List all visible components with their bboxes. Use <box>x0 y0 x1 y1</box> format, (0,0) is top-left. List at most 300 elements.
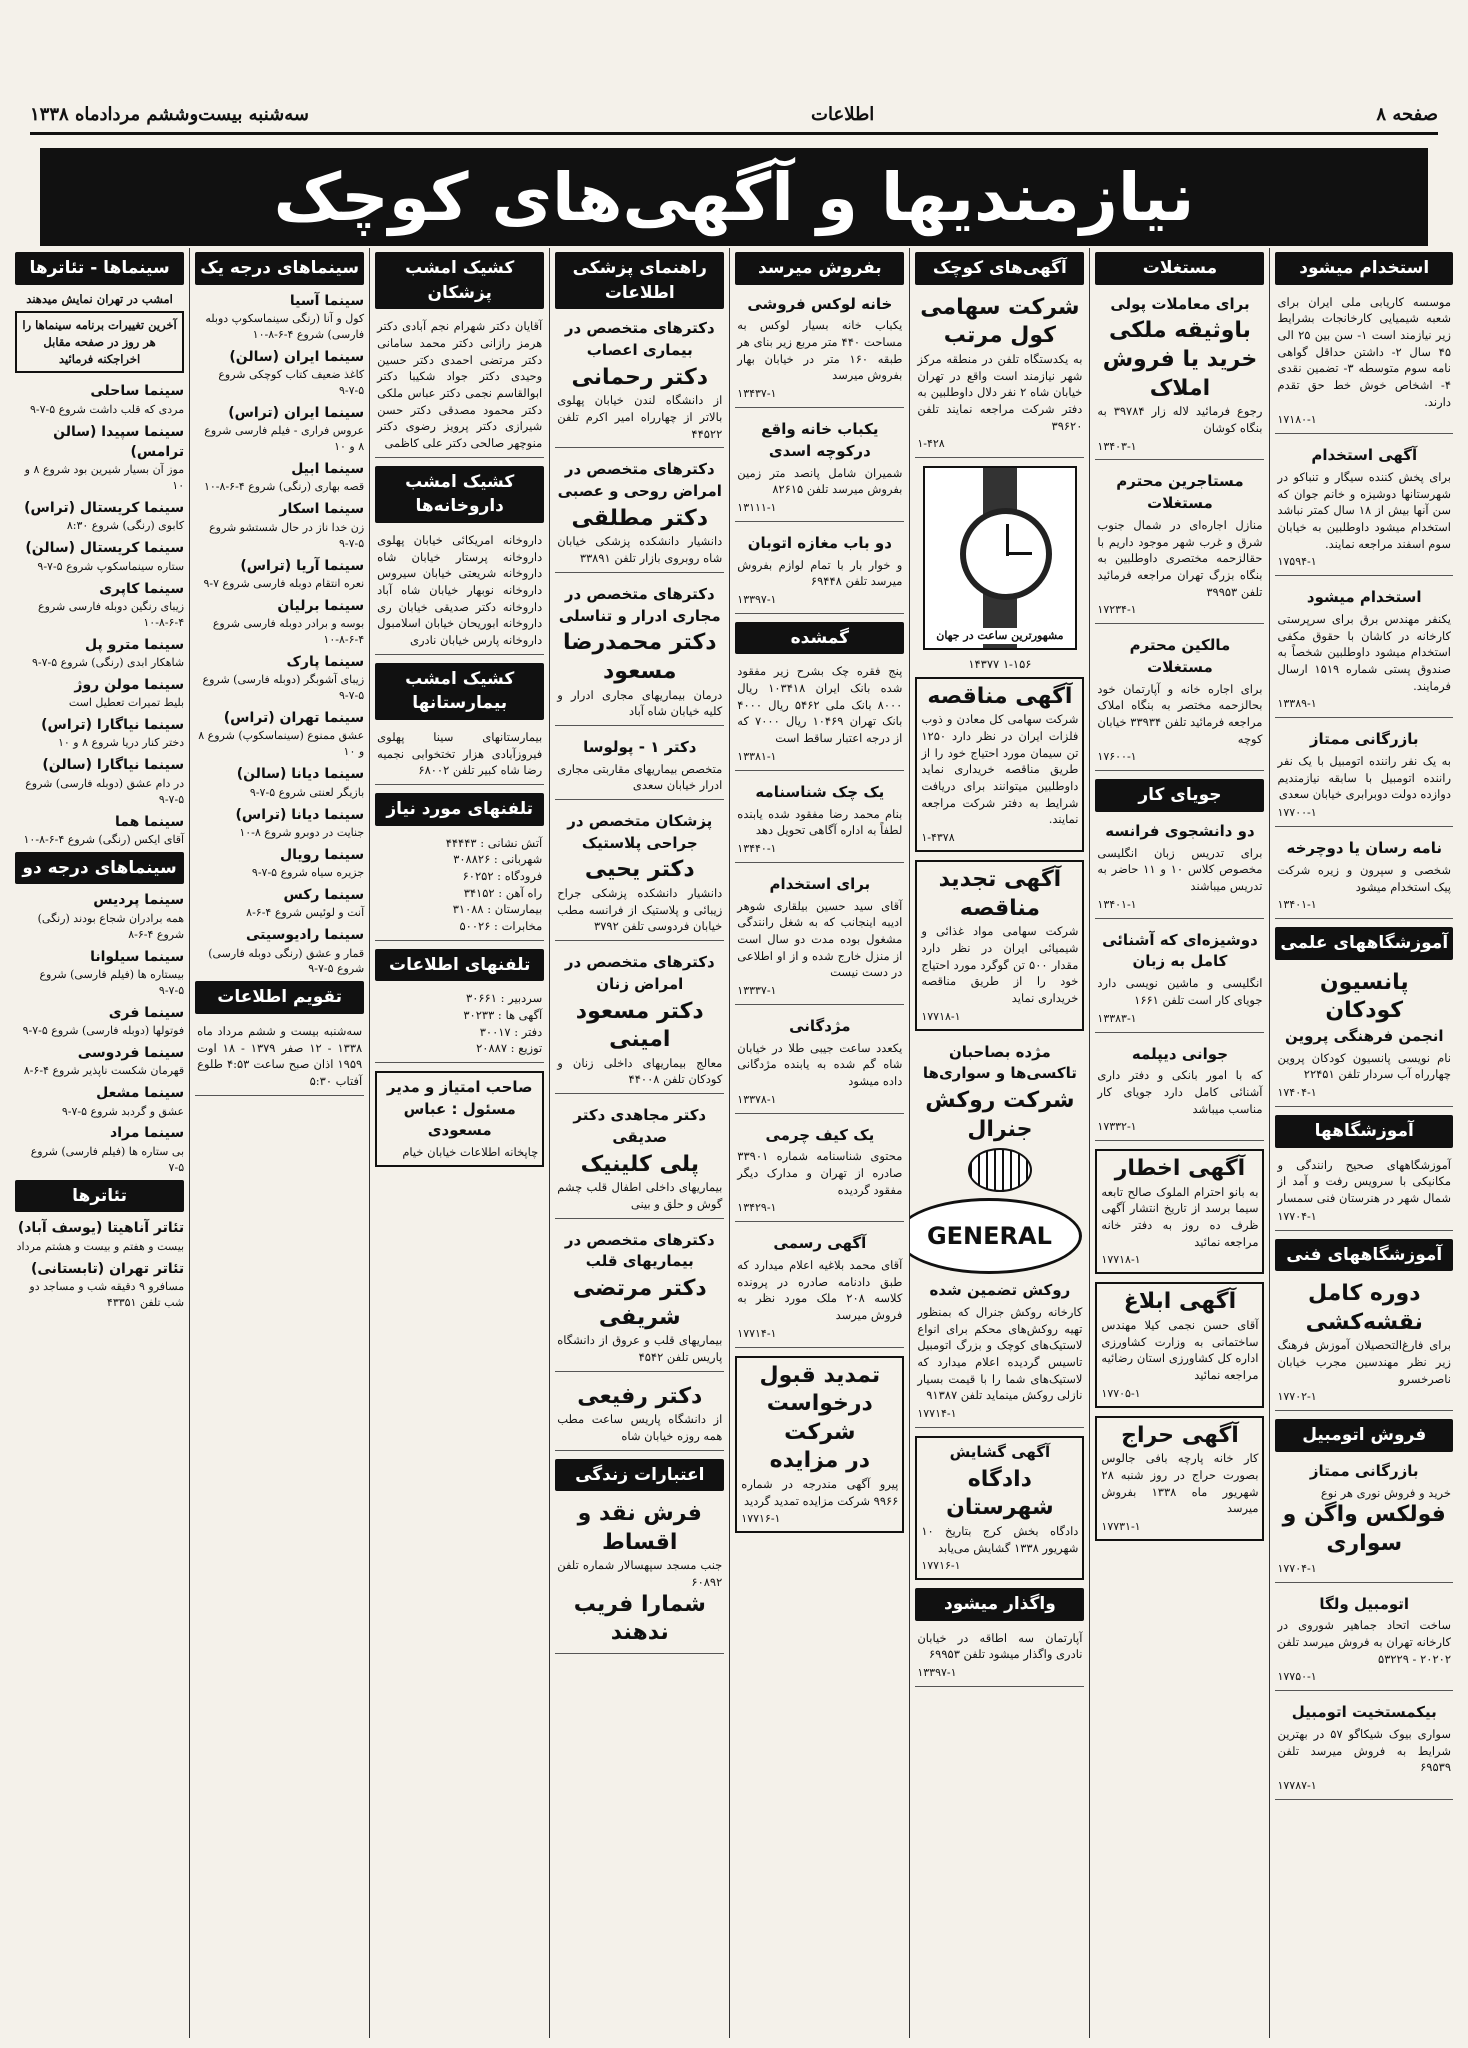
notice-ad <box>915 677 1084 852</box>
cinema-program: بازیگر لعنتی شروع ۵-۷-۹ <box>249 785 365 799</box>
ad-title: دوره کامل نقشه‌کشی <box>1305 1281 1423 1335</box>
ad-body: محتوی شناسنامه شماره ۳۳۹۰۱ صادره از تهران و مدارک دیگر مفقود گردیده <box>737 1149 903 1197</box>
phone-label: آتش نشانی <box>487 835 543 850</box>
doctor-listing <box>555 734 724 800</box>
cinema-listing <box>15 579 184 631</box>
notice-ad <box>1095 1416 1264 1541</box>
section-heading: جویای کار <box>1095 779 1264 812</box>
notice-ad <box>1095 1149 1264 1274</box>
doctor-info: بیماریهای قلب و عروق از دانشگاه پاریس تلفن ۴۵۴۲ <box>557 1333 723 1364</box>
phone-number: ۳۱۰۸۸ <box>452 902 484 917</box>
phone-label: مخابرات <box>501 918 543 933</box>
section-heading: آموزشگاهها <box>1275 1115 1453 1148</box>
phone-row: فرودگاه : ۶۰۲۵۲ <box>462 868 543 883</box>
classified-ad <box>1275 835 1453 919</box>
columns-container <box>10 248 1458 2038</box>
watch-hand <box>1006 552 1032 555</box>
cinema-listing <box>15 1123 184 1175</box>
classified-ad <box>735 1122 904 1223</box>
cinema-program: بلیط تمیرات تعطیل است <box>68 696 185 710</box>
notice-ad <box>915 1436 1084 1580</box>
cinema-program: فوتولها (دوبله فارسی) شروع ۵-۷-۹ <box>22 1024 185 1038</box>
ad-title: پانسیون کودکان <box>1319 969 1409 1024</box>
cinema-program: بی ستاره ها (فیلم فارسی) شروع ۵-۷ <box>30 1144 185 1174</box>
notice-body: دادگاه بخش کرج بتاریخ ۱۰ شهریور ۱۳۳۸ گشایش می‌یابد <box>921 1523 1079 1555</box>
cinema-program: عروس فراری - فیلم فارسی شروع ۸ و ۱۰ <box>204 424 365 454</box>
cinema-program: قمار و عشق (رنگی دوبله فارسی) شروع ۵-۷-۹ <box>208 946 365 976</box>
page-number: صفحه ۸ <box>1376 103 1438 125</box>
ad-title: خانه لوکس فروشی <box>747 294 893 313</box>
ad-title: مالکین محترم مستغلات <box>1129 636 1231 676</box>
notice-ad <box>1095 1282 1264 1407</box>
ad-code: ۱۷۵۹۴-۱ <box>1277 555 1317 569</box>
page-header-bar <box>30 96 1438 135</box>
section-subtitle: امشب در تهران نمایش میدهند <box>26 291 173 306</box>
classified-ad <box>1095 632 1264 771</box>
ad-title: فرش نقد و اقساط <box>577 1501 702 1555</box>
column-for-sale <box>729 248 909 2038</box>
cinema-name: سینما پردیس <box>93 892 185 909</box>
section-heading: کشیک امشب بیمارستانها <box>375 663 544 720</box>
section-heading: تلفنهای مورد نیاز <box>375 793 544 826</box>
section-heading: تلفنهای اطلاعات <box>375 949 544 982</box>
cinema-listing <box>15 1083 184 1119</box>
doctor-info: از دانشگاه لندن خیابان پهلوی بالاتر از چهارراه امیر اکرم تلفن ۴۴۵۲۲ <box>557 393 723 441</box>
ad-code: ۱۷۷۱۶-۱ <box>921 1559 961 1573</box>
ad-body: کارخانه روکش جنرال که بمنظور تهیه روکش‌های محکم برای انواع لاستیک‌های کوچک و بزرگ اتومبیل تاسیس گردیده اعلام میدارد که لاستیک‌های شما را با قیمت بسیار نازلی روکش مینماید تلفن ۹۱۳۸۷ <box>917 1304 1083 1403</box>
cinema-program: کابوی (رنگی) شروع ۸:۳۰ <box>66 519 185 533</box>
ad-title: یکباب خانه واقع درکوچه اسدی <box>761 420 879 460</box>
cinema-listing <box>195 459 364 495</box>
section-heading: سینماهای درجه دو <box>15 852 184 885</box>
phone-row: آگهی ها : ۳۰۲۳۳ <box>463 1007 543 1022</box>
cinema-program: عشق و گردبد شروع ۵-۷-۹ <box>61 1104 185 1118</box>
ad-body: ساخت اتحاد جماهیر شوروی در کارخانه تهران به فروش میرسد تلفن ۲۰۲۰۲ - ۵۳۲۲۹ <box>1277 1618 1451 1666</box>
ad-body: یکباب خانه بسیار لوکس به مساحت ۴۴۰ متر مربع زیر بنای هر طبقه ۱۶۰ متر در خیابان بهار بفروش میرسد <box>737 318 903 383</box>
cinema-listing <box>195 708 364 760</box>
doctor-name: پلی کلینیک <box>580 1151 699 1177</box>
specialty: دکتر ۱ - پولوسا <box>583 737 697 756</box>
doctor-listing <box>555 315 724 448</box>
ad-title: آگهی استخدام <box>1311 446 1418 465</box>
ad-body: رجوع فرمائید لاله زار ۳۹۷۸۴ به بنگاه کوشان <box>1097 404 1263 435</box>
classified-ad <box>1275 1591 1453 1692</box>
phone-row: راه آهن : ۳۴۱۵۲ <box>463 885 543 900</box>
ad-code: ۱۳۱۱۱-۱ <box>737 500 777 514</box>
cinema-listing <box>15 1003 184 1039</box>
phone-number: ۳۰۶۶۱ <box>466 991 497 1006</box>
ad-body: آقای سید حسین بیلقاری شوهر ادیبه اینجانب که به شغل رانندگی مشغول بوده مدت دو سال است از منزل خارج شده و از او اطلاعی در دست نیست <box>737 898 903 980</box>
theater-listing <box>15 1218 184 1254</box>
section-heading: سینماها - تئاترها <box>15 252 184 285</box>
doctor-name: دکتر رحمانی <box>571 364 708 390</box>
ad-body: برای تدریس زبان انگلیسی مخصوص کلاس ۱۰ و ۱۱ حاضر به تدریس میباشند <box>1097 845 1263 894</box>
doctor-listing <box>555 808 724 941</box>
doctor-name: دکتر مسعود امینی <box>575 998 704 1053</box>
doctor-name: دکتر مرتضی شریفی <box>572 1276 707 1330</box>
cinema-listing <box>15 675 184 711</box>
calendar-text: سه‌شنبه بیست و ششم مرداد ماه ۱۳۳۸ - ۱۲ صفر ۱۳۷۹ - ۱۸ اوت ۱۹۵۹ اذان صبح ساعت ۴:۵۳ طلوع آفتاب ۵:۳۰ <box>197 1024 363 1089</box>
cinema-program: کاغذ ضعیف کتاب کوچکی شروع ۵-۷-۹ <box>218 368 365 398</box>
ad-highlight: باوثیقه ملکی خرید یا فروش املاک <box>1102 318 1258 401</box>
ad-body: نام نویسی پانسیون کودکان پروین چهارراه آب سردار تلفن ۲۲۴۵۱ <box>1277 1050 1451 1082</box>
on-call-pharmacies <box>375 529 544 655</box>
ad-title: بیکمستخیت اتومبیل <box>1291 1703 1437 1722</box>
cinema-listing <box>15 812 184 848</box>
cinema-program: جزیره سیاه شروع ۵-۷-۹ <box>251 866 365 880</box>
ad-body: یکعدد ساعت جیبی طلا در خیابان شاه گم شده به یابنده مژدگانی داده میشود <box>737 1040 903 1088</box>
cinema-program: قصه بهاری (رنگی) شروع ۴-۶-۸-۱۰ <box>203 480 365 494</box>
section-heading: آموزشگاههای علمی <box>1275 927 1453 960</box>
notice-body: آقای حسن نجمی کیلا مهندس ساختمانی به وزارت کشاورزی اداره کل کشاورزی استان رضائیه مراجعه نمائید <box>1101 1318 1259 1383</box>
cinema-name: سینما ایران (تراس) <box>228 404 365 421</box>
cinema-name: سینما فردوسی <box>77 1045 185 1061</box>
cinema-name: سینما پارک <box>286 653 365 670</box>
doctor-listing <box>555 456 724 572</box>
section-heading: کشیک امشب داروخانه‌ها <box>375 466 544 523</box>
cinema-name: سینما ایران (سالن) <box>229 348 365 365</box>
cinema-listing <box>195 403 364 455</box>
publisher-signature: صاحب امتیاز و مدیر مسئول : عباس مسعودی <box>386 1077 533 1140</box>
notice-highlight: دادگاه شهرستان <box>946 1466 1054 1521</box>
cinema-name: سینما دیانا (سالن) <box>236 766 365 783</box>
phone-number: ۶۰۲۵۲ <box>462 868 494 883</box>
notice-body: به بانو احترام الملوک صالح تابعه سیما برسد از تاریخ انتشار آگهی ظرف ده روز به دفتر خانه مراجعه نمائید <box>1101 1184 1259 1249</box>
ad-code: ۱۳۳۸۱-۱ <box>737 749 777 763</box>
publisher-address: چاپخانه اطلاعات خیابان خیام <box>402 1145 539 1160</box>
ad-code: ۱۷۲۳۴-۱ <box>1097 603 1137 617</box>
ad-code: ۱۷۷۸۷-۱ <box>1277 1779 1317 1792</box>
section-heading: واگذار میشود <box>915 1588 1084 1621</box>
classified-ad <box>1275 1458 1453 1583</box>
notice-body: پیرو آگهی مندرجه در شماره ۹۹۶۶ شرکت مزایده تمدید گردید <box>741 1477 899 1508</box>
ad-title: بازرگانی ممتاز <box>1309 730 1419 749</box>
ad-code: ۱۳۴۲۹-۱ <box>737 1201 777 1215</box>
notice-title: آگهی اخطار <box>1114 1156 1246 1182</box>
theater-program: مسافرو ۹ دقیقه شب و مساجد دو شب تلفن ۴۳۳۵۱ <box>29 1279 185 1309</box>
notice-body: شرکت سهامی مواد غذائی و شیمیائی ایران در نظر دارد مقدار ۵۰۰ تن گوگرد مورد احتیاج خود را از طریق مناقصه خریداری نماید <box>921 924 1079 1005</box>
cinema-name: سینما رکس <box>283 887 365 904</box>
cinema-program: آنت و لوئیس شروع ۴-۶-۸ <box>246 906 365 920</box>
ad-title: برای استخدام <box>769 874 871 893</box>
ad-body: آپارتمان سه اطاقه در خیابان نادری واگذار میشود تلفن ۶۹۹۵۳ <box>917 1630 1083 1662</box>
ad-body: آموزشگاههای صحیح رانندگی و مکانیکی با سرویس رفت و آمد از شمال شهر در هنرستان فنی سمسار <box>1277 1157 1451 1205</box>
ad-body: برای اجاره خانه و آپارتمان خود بحالزحمه مختصر به بنگاه املاک مراجعه فرمائید تلفن ۳۳۹۳۴ خیابان کوچه <box>1097 681 1263 746</box>
cinema-listing <box>195 925 364 977</box>
ad-code: ۱۷۷۱۴-۱ <box>737 1326 777 1340</box>
cinema-listing <box>195 499 364 551</box>
theater-listing <box>15 1259 184 1311</box>
ad-code: ۱۳۴۰۱-۱ <box>1097 897 1137 911</box>
ad-body: منازل اجاره‌ای در شمال جنوب شرق و غرب شهر موجود داریم با حقالزحمه مختصری داوطلبین به بنگاه بزرگ تهران مراجعه فرمائید تلفن ۳۹۹۵۳ <box>1097 517 1263 599</box>
ad-title: یک چک شناسنامه <box>755 782 885 801</box>
cinema-listing <box>195 845 364 881</box>
classified-ad <box>735 530 904 614</box>
notice-body: شرکت سهامی کل معادن و ذوب فلزات ایران در نظر دارد ۱۲۵۰ تن سیمان مورد احتیاج خود را از طریق مناقصه خریداری نماید داوطلبین میتوانند برای دریافت شرایط به دفتر شرکت مراجعه نمایند. <box>921 712 1079 827</box>
ad-body: شخصی و سپرون و زیره شرکت پیک استخدام میشود <box>1277 862 1451 894</box>
classified-ad <box>1095 1041 1264 1142</box>
doctor-name: دکتر محمدرضا مسعود <box>563 630 717 684</box>
specialty: پزشکان متخصص در جراحی پلاستیک <box>567 811 713 852</box>
phone-label: فرودگاه <box>504 868 543 883</box>
doctors-list: آقایان دکتر شهرام نجم آبادی دکتر هرمز رازانی دکتر محمد سامانی دکتر مرتضی احمدی دکتر حسین وحیدی دکتر جواد شکیبا دکتر ابوالقاسم نجمی دکتر عباس ملکی دکتر محمود مصدقی دکتر حسن شیرازی دکتر پرویز رضوی دکتر منوچهر صالحی دکتر علی کاظمی <box>377 319 543 450</box>
classified-ad <box>1095 927 1264 1033</box>
section-heading: مستغلات <box>1095 252 1264 285</box>
ad-code: ۱۷۷۰۵-۱ <box>1101 1386 1141 1400</box>
classified-ad <box>1275 1154 1453 1231</box>
ad-code: ۱۷۷۰۴-۱ <box>1277 1209 1317 1223</box>
ad-title: آگهی رسمی <box>773 1234 867 1253</box>
ad-title: مژدگانی <box>789 1016 851 1035</box>
program-change-notice: آخرین تغییرات برنامه سینماها را هر روز در صفحه مقابل اخراجکنه فرمائید <box>15 311 184 373</box>
watch-caption: مشهورترین ساعت در جهان <box>925 628 1075 644</box>
cinema-name: سینما برلیان <box>277 597 365 614</box>
column-small-ads <box>909 248 1089 2038</box>
ad-body: به یک نفر راننده اتومبیل با یک نفر راننده اتومبیل با سابقه نیازمندیم دوازده دولت دوبرابری خیابان سعدی <box>1277 754 1451 802</box>
classified-ad <box>1275 966 1453 1107</box>
classified-ad <box>735 1230 904 1347</box>
classified-ad <box>735 1013 904 1114</box>
doctor-listing <box>555 1102 724 1218</box>
phone-label: شهربانی <box>501 852 543 867</box>
notice-ad <box>915 860 1084 1030</box>
cinema-listing <box>195 347 364 399</box>
cinema-program: نعره انتقام دوبله فارسی شروع ۷-۹ <box>203 576 365 590</box>
ad-code: ۱۳۳۸۳-۱ <box>1097 1011 1137 1025</box>
notice-title: آگهی گشایش <box>949 1442 1051 1461</box>
classified-ad <box>915 291 1084 458</box>
ad-title: شرکت سهامی کول مرتب <box>920 294 1080 349</box>
ad-body: که با امور بانکی و دفتر داری آشنائی کامل دارد جویای کار مناسب میباشد <box>1097 1068 1263 1116</box>
classified-ad <box>1275 584 1453 718</box>
phone-row: بیمارستان : ۳۱۰۸۸ <box>452 902 543 917</box>
doctor-info: دانشیار دانشکده پزشکی خیابان شاه روبروی بازار تلفن ۳۳۸۹۱ <box>557 534 723 566</box>
cinema-program: در دام عشق (دوبله فارسی) شروع ۵-۷-۹ <box>25 776 185 806</box>
ad-code: ۱۷۴۰۴-۱ <box>1277 1086 1317 1100</box>
cinema-program: موز آن بسیار شیرین بود شروع ۸ و ۱۰ <box>24 463 185 493</box>
ad-title: مژده بصاحبان تاکسی‌ها و سواری‌ها <box>922 1042 1077 1083</box>
cinema-program: آقای ایکس (رنگی) شروع ۴-۶-۸-۱۰ <box>23 832 185 846</box>
ad-body: جنب مسجد سپهسالار شماره تلفن ۶۰۸۹۲ <box>557 1558 723 1589</box>
ad-code: ۱۳۴۰۱-۱ <box>1277 898 1317 912</box>
classified-ad <box>1095 818 1264 919</box>
cinema-name: سینما کریستال (سالن) <box>25 540 185 557</box>
doctor-name: دکتر مطلقی <box>571 505 709 531</box>
pharmacies-list: داروخانه امریکائی خیابان پهلوی داروخانه پرستار خیابان شاه داروخانه شریعتی خیابان سیروس داروخانه نوبهار خیابان شاه آباد داروخانه دکتر صدیقی خیابان ری داروخانه ابوریحان خیابان اسلامبول داروخانه پارس خیابان نادری <box>377 532 543 647</box>
cinema-program: قهرمان شکست ناپذیر شروع ۴-۶-۸ <box>23 1064 185 1078</box>
ad-code: ۱۷۷۱۴-۱ <box>917 1406 957 1420</box>
wristwatch-illustration <box>923 466 1077 650</box>
cinema-program: مردی که قلب داشت شروع ۵-۷-۹ <box>29 402 185 416</box>
ad-code: ۱۷۱۸۰-۱ <box>1277 413 1317 427</box>
ad-subtitle: روکش تضمین شده <box>929 1281 1071 1300</box>
ad-code: ۱۳۳۳۷-۱ <box>737 983 777 997</box>
ad-code: ۱-۴۲۸ <box>917 437 945 451</box>
ad-code: ۱۷۷۱۸-۱ <box>921 1009 961 1023</box>
specialty: دکترهای متخصص در امراض زنان <box>564 953 715 993</box>
phone-label: آگهی ها <box>505 1007 543 1022</box>
cinema-listing <box>15 890 184 942</box>
ad-code: ۱-۱۵۶ ۱۴۳۷۷ <box>968 657 1032 672</box>
cinema-name: سینما نیاگارا (تراس) <box>41 717 185 734</box>
cinema-name: سینما اسکار <box>279 501 365 518</box>
doctor-info: دانشیار دانشکده پزشکی جراح زیبائی و پلاستیک از فرانسه مطب خیابان فردوسی تلفن ۳۷۹۲ <box>557 886 723 934</box>
notice-title: آگهی ابلاغ <box>1123 1289 1237 1315</box>
doctor-name: دکتر رفیعی <box>577 1383 703 1409</box>
cinema-name: سینما دیانا (تراس) <box>235 806 365 823</box>
ad-code: ۱۳۴۴۰-۱ <box>737 841 777 855</box>
cinema-name: سینما مولن روژ <box>74 676 185 693</box>
doctor-listing <box>555 1227 724 1372</box>
classified-ad <box>1275 726 1453 827</box>
doctor-listing <box>555 1380 724 1451</box>
ad-title: دو دانشجوی فرانسه <box>1105 822 1255 841</box>
watch-face <box>960 508 1052 600</box>
ad-code: ۱۷۷۱۶-۱ <box>741 1512 781 1526</box>
cinema-program: بیستاره ها (فیلم فارسی) شروع ۵-۷-۹ <box>39 967 185 997</box>
cinema-listing <box>15 422 184 494</box>
ad-code: ۱۳۴۳۷-۱ <box>737 387 777 401</box>
ad-body: برای پخش کننده سیگار و تنباکو در شهرستانها دوشیزه و خانم جوان که سن آنها بیش از ۱۸ سال کمتر نباشد استخدام میشود داوطلبین به خیابان سوم اسفند مراجعه نمایند. <box>1277 470 1452 551</box>
classified-ad <box>1095 468 1264 624</box>
section-heading: آموزشگاههای فنی <box>1275 1239 1453 1272</box>
useful-phones <box>375 832 544 941</box>
ad-code: ۱۷۷۰۲-۱ <box>1277 1390 1317 1404</box>
cinema-program: زیبای رنگین دوبله فارسی شروع ۴-۶-۸-۱۰ <box>38 599 185 629</box>
section-heading: تقویم اطلاعات <box>195 981 364 1014</box>
section-heading: اعتبارات زندگی <box>555 1459 724 1492</box>
cinema-program: دختر کنار دریا شروع ۸ و ۱۰ <box>57 736 185 750</box>
phone-row: سردبیر : ۳۰۶۶۱ <box>466 991 543 1006</box>
column-real-estate <box>1089 248 1269 2038</box>
newspaper-name: اطلاعات <box>811 103 875 125</box>
cinema-listing <box>195 556 364 592</box>
classified-ad <box>915 1039 1084 1428</box>
ad-code: ۱۷۳۳۲-۱ <box>1097 1120 1137 1134</box>
section-heading: سینماهای درجه یک <box>195 252 364 285</box>
doctor-info: معالج بیماریهای داخلی زنان و کودکان تلفن ۴۴۰۰۸ <box>557 1055 723 1087</box>
general-logo: GENERAL <box>909 1198 1082 1274</box>
classified-ad <box>1275 1277 1453 1411</box>
cinema-listing <box>15 635 184 671</box>
phone-number: ۳۰۸۸۲۶ <box>453 852 491 867</box>
column-medical-guide <box>549 248 729 2038</box>
cinema-name: سینما مشعل <box>96 1085 185 1102</box>
classified-ad <box>735 291 904 408</box>
cinema-name: سینما نیاگارا (سالن) <box>42 757 185 774</box>
ad-title: استخدام میشود <box>1306 588 1422 607</box>
ad-title: یک کیف چرمی <box>765 1125 875 1144</box>
cinema-name: سینما مراد <box>110 1125 185 1142</box>
ad-title: نامه رسان یا دوچرخه <box>1286 839 1442 858</box>
specialty: دکترهای متخصص در امراض روحی و عصبی <box>557 460 722 501</box>
ad-body: خرید و فروش نوری هر نوع <box>1320 1485 1451 1500</box>
section-heading: راهنمای پزشکی اطلاعات <box>555 252 724 309</box>
ad-body: موسسه کاریابی ملی ایران برای شعبه شیمیایی کارخانجات بشرایط زیر نیازمند است ۱- سن بین ۲۵ الی ۴۵ سال ۲- داشتن حداقل گواهی نامه سوم متوسطه ۳- تضمین نقدی ۴- اشخاص خوش خط حق تقدم دارند. <box>1277 294 1451 409</box>
ad-body: سواری بیوک شیکاگو ۵۷ در بهترین شرایط به فروش میرسد تلفن ۶۹۵۳۹ <box>1277 1726 1452 1775</box>
ad-body: برای فارغ‌التحصیلان آموزش فرهنگ زیر نظر مهندسین مجرب خیابان ناصرخسرو <box>1277 1338 1451 1386</box>
notice-body: کار خانه پارچه بافی جالوس بصورت حراج در روز شنبه ۲۸ شهریور ماه ۱۳۳۸ بفروش میرسد <box>1101 1451 1259 1516</box>
section-heading: کشیک امشب پزشکان <box>375 252 544 309</box>
classified-ad <box>915 1627 1084 1687</box>
ad-code: ۱۷۷۵۰-۱ <box>1277 1670 1317 1684</box>
ad-highlight: شمارا فریب ندهند <box>573 1591 706 1646</box>
ad-body: و خوار بار با تمام لوازم بفروش میرسد تلفن ۶۹۴۴۸ <box>737 557 903 589</box>
cinema-listing <box>15 715 184 751</box>
ad-body: بنام محمد رضا مفقود شده یابنده لطفاً به اداره آگاهی تحویل دهد <box>737 806 903 838</box>
specialty: دکترهای متخصص در بیماری اعصاب <box>564 319 715 360</box>
phone-row: آتش نشانی : ۴۴۴۴۳ <box>445 835 543 850</box>
cinema-name: سینما تهران (تراس) <box>223 710 365 727</box>
phone-label: راه آهن <box>505 885 543 900</box>
info-phones <box>375 987 544 1063</box>
theater-name: تئاتر تهران (تابستانی) <box>31 1260 185 1277</box>
phone-row: دفتر : ۳۰۰۱۷ <box>479 1024 543 1039</box>
doctor-name: دکتر یحیی <box>584 857 695 883</box>
column-employment <box>1269 248 1458 2038</box>
cinema-listing <box>195 596 364 648</box>
cinema-listing <box>195 805 364 841</box>
cinema-name: سینما مترو پل <box>84 636 185 653</box>
classified-ad <box>555 1497 724 1654</box>
ad-title: دو باب مغازه اتوبان <box>747 533 892 552</box>
classified-ad <box>735 660 904 770</box>
classified-ad <box>735 779 904 863</box>
cinema-program: بوسه و برادر دوبله فارسی شروع ۴-۶-۸-۱۰ <box>212 617 365 647</box>
cinema-listing <box>15 538 184 574</box>
ad-title: مستاجرین محترم مستغلات <box>1116 472 1244 513</box>
phone-label: بیمارستان <box>494 902 543 917</box>
cinema-program: عشق ممنوع (سینماسکوپ) شروع ۸ و ۱۰ <box>198 729 365 759</box>
notice-highlight: در مزایده <box>769 1448 871 1474</box>
classified-ad <box>1095 291 1264 461</box>
ad-title: دوشیزه‌ای که آشنائی کامل به زبان <box>1102 930 1258 971</box>
section-heading: فروش اتومبیل <box>1275 1419 1453 1452</box>
classified-ad <box>735 871 904 1005</box>
phone-label: سردبیر <box>508 991 543 1006</box>
ad-code: ۱۷۷۰۰-۱ <box>1277 806 1317 820</box>
cinema-program: زیبای آشوبگر (دوبله فارسی) شروع ۵-۷-۹ <box>202 673 365 703</box>
cinema-listing <box>195 885 364 921</box>
cinema-program: همه برادران شجاع بودند (رنگی) شروع ۴-۶-۸ <box>37 911 185 941</box>
ad-body: یکنفر مهندس برق برای سرپرستی کارخانه در کاشان با حقوق مکفی استخدام میشود داوطلبین شخصاً به صندوق پستی شماره ۱۵۱۹ ارسال فرمایند. <box>1277 612 1451 693</box>
ad-code: ۱۳۴۰۳-۱ <box>1097 439 1137 453</box>
phone-row: مخابرات : ۵۰۰۲۶ <box>459 918 543 933</box>
ad-body: شمیران شامل پانصد متر زمین بفروش میرسد تلفن ۸۲۶۱۵ <box>737 465 903 497</box>
cinema-listing <box>195 652 364 704</box>
section-heading: بفروش میرسد <box>735 252 904 285</box>
ad-title: جوانی دیپلمه <box>1131 1044 1229 1063</box>
section-heading: گمشده <box>735 622 904 655</box>
ad-code: ۱۷۷۰۴-۱ <box>1277 1561 1317 1575</box>
cinema-program: شاهکار ابدی (رنگی) شروع ۵-۷-۹ <box>31 655 185 669</box>
publisher-box <box>375 1071 544 1167</box>
ad-code: ۱۳۳۹۷-۱ <box>737 592 777 606</box>
ad-code: ۱۷۷۳۱-۱ <box>1101 1519 1141 1533</box>
section-heading: آگهی‌های کوچک <box>915 252 1084 285</box>
ad-code: ۱۳۳۸۹-۱ <box>1277 697 1317 711</box>
ad-title: برای معاملات پولی <box>1110 294 1250 313</box>
cinema-listing <box>15 755 184 807</box>
on-call-doctors <box>375 315 544 457</box>
cinema-name: سینما آسیا <box>289 292 365 309</box>
cinema-listing <box>15 498 184 534</box>
phone-number: ۳۰۰۱۷ <box>479 1024 511 1039</box>
doctor-info: درمان بیماریهای مجاری ادرار و کلیه خیابان شاه آباد <box>557 687 723 719</box>
theater-name: تئاتر آناهیتا (یوسف آباد) <box>17 1220 185 1237</box>
calendar-box <box>195 1020 364 1096</box>
ad-title: اتومبیل ولگا <box>1319 1594 1410 1613</box>
